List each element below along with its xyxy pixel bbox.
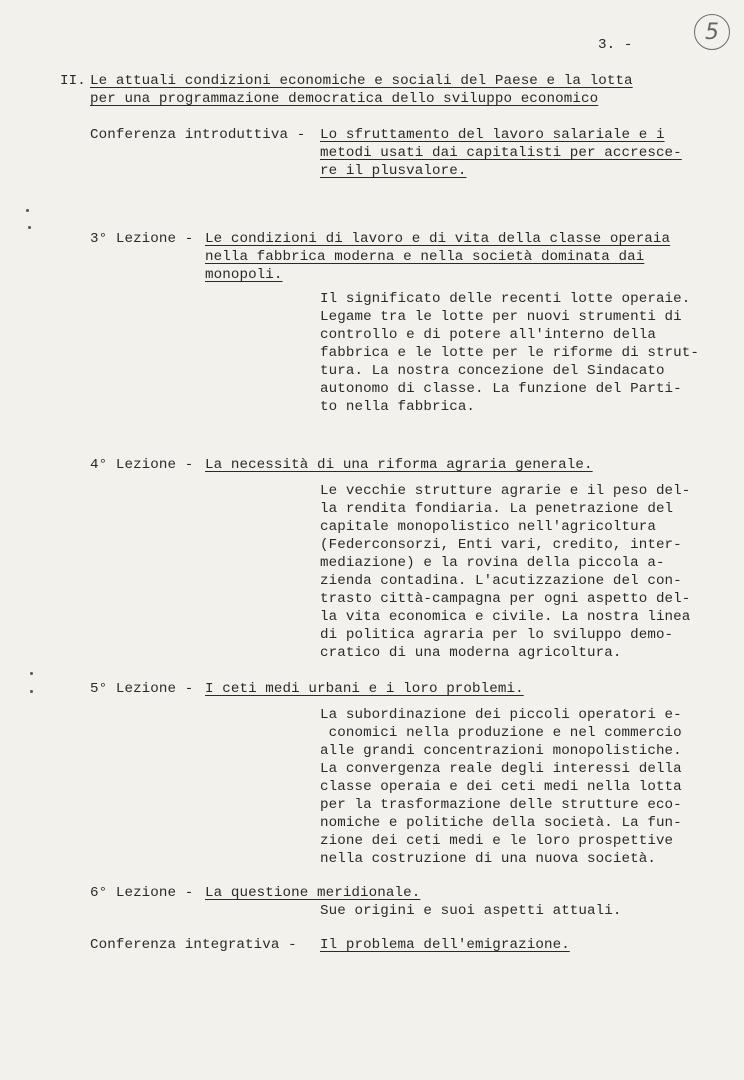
lesson-4-title-1: La necessità di una riforma agraria generale. — [205, 457, 593, 473]
intro-conference-title-1: Lo sfruttamento del lavoro salariale e i — [320, 127, 665, 143]
lesson-4-label: 4° Lezione - — [90, 457, 194, 473]
lesson-4-body-7: trasto città-campagna per ogni aspetto del- — [320, 591, 691, 607]
lesson-5-body-4: La convergenza reale degli interessi della — [320, 761, 682, 777]
lesson-3-title-3: monopoli. — [205, 267, 283, 283]
page-number: 3. - — [598, 37, 633, 53]
circled-number-text: 5 — [705, 19, 719, 45]
lesson-4-body-9: di politica agraria per lo sviluppo demo- — [320, 627, 674, 643]
lesson-4-body-3: capitale monopolistico nell'agricoltura — [320, 519, 656, 535]
section-title-line-1: Le attuali condizioni economiche e sociali del Paese e la lotta — [90, 73, 633, 89]
margin-speck — [30, 690, 33, 693]
lesson-5-body-1: La subordinazione dei piccoli operatori e- — [320, 707, 682, 723]
lesson-5-body-5: classe operaia e dei ceti medi nella lotta — [320, 779, 682, 795]
lesson-3-body-4: fabbrica e le lotte per le riforme di strut- — [320, 345, 700, 361]
intro-conference-label: Conferenza introduttiva - — [90, 127, 306, 143]
lesson-3-body-6: autonomo di classe. La funzione del Parti- — [320, 381, 682, 397]
lesson-4-body-4: (Federconsorzi, Enti vari, credito, inter- — [320, 537, 682, 553]
intro-conference-title-2: metodi usati dai capitalisti per accresce- — [320, 145, 682, 161]
lesson-3-body-1: Il significato delle recenti lotte operaie. — [320, 291, 691, 307]
lesson-5-title-1: I ceti medi urbani e i loro problemi. — [205, 681, 524, 697]
lesson-3-title-1: Le condizioni di lavoro e di vita della classe operaia — [205, 231, 671, 247]
lesson-6-title-1: La questione meridionale. — [205, 885, 421, 901]
lesson-5-body-6: per la trasformazione delle strutture eco- — [320, 797, 682, 813]
lesson-4-body-10: cratico di una moderna agricoltura. — [320, 645, 622, 661]
closing-conference-label: Conferenza integrativa - — [90, 937, 297, 953]
margin-speck — [28, 226, 31, 229]
lesson-4-body-1: Le vecchie strutture agrarie e il peso del- — [320, 483, 691, 499]
lesson-4-body-6: zienda contadina. L'acutizzazione del con- — [320, 573, 682, 589]
margin-speck — [30, 672, 33, 675]
lesson-4-body-5: mediazione) e la rovina della piccola a- — [320, 555, 665, 571]
section-numeral: II. — [60, 73, 86, 89]
lesson-6-body-1: Sue origini e suoi aspetti attuali. — [320, 903, 622, 919]
lesson-4-body-8: la vita economica e civile. La nostra linea — [320, 609, 691, 625]
lesson-5-body-9: nella costruzione di una nuova società. — [320, 851, 656, 867]
section-title-line-2: per una programmazione democratica dello sviluppo economico — [90, 91, 599, 107]
lesson-3-body-5: tura. La nostra concezione del Sindacato — [320, 363, 665, 379]
intro-conference-title-3: re il plusvalore. — [320, 163, 467, 179]
lesson-3-label: 3° Lezione - — [90, 231, 194, 247]
lesson-5-body-7: nomiche e politiche della società. La fun- — [320, 815, 682, 831]
lesson-3-body-3: controllo e di potere all'interno della — [320, 327, 656, 343]
lesson-5-body-8: zione dei ceti medi e le loro prospettive — [320, 833, 674, 849]
closing-conference-title: Il problema dell'emigrazione. — [320, 937, 570, 953]
lesson-3-body-2: Legame tra le lotte per nuovi strumenti di — [320, 309, 682, 325]
lesson-5-body-3: alle grandi concentrazioni monopolistiche. — [320, 743, 682, 759]
lesson-5-body-2: conomici nella produzione e nel commercio — [320, 725, 682, 741]
lesson-5-label: 5° Lezione - — [90, 681, 194, 697]
lesson-3-body-7: to nella fabbrica. — [320, 399, 476, 415]
lesson-6-label: 6° Lezione - — [90, 885, 194, 901]
margin-speck — [26, 209, 29, 212]
lesson-3-title-2: nella fabbrica moderna e nella società dominata dai — [205, 249, 645, 265]
lesson-4-body-2: la rendita fondiaria. La penetrazione del — [320, 501, 674, 517]
circled-page-number — [694, 14, 730, 50]
